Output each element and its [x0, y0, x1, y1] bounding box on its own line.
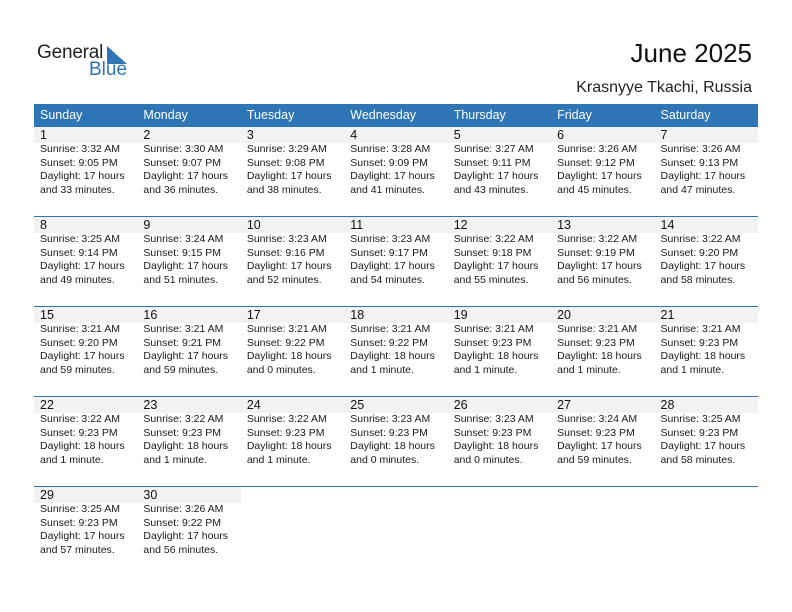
day-cell [448, 307, 551, 397]
day-cell [137, 127, 240, 217]
day-number: 20 [557, 308, 572, 322]
daylight-minutes-text: and 55 minutes. [453, 273, 529, 286]
sunset-text: Sunset: 9:23 PM [660, 426, 739, 439]
sunset-text: Sunset: 9:21 PM [143, 336, 222, 349]
sunrise-text: Sunrise: 3:22 AM [40, 413, 120, 425]
daylight-minutes-text: and 56 minutes. [143, 543, 219, 556]
sunrise-text: Sunrise: 3:26 AM [557, 143, 638, 155]
daylight-minutes-text: and 54 minutes. [350, 273, 425, 286]
daylight-text: Daylight: 18 hours [453, 350, 539, 362]
daylight-minutes-text: and 57 minutes. [40, 543, 115, 556]
day-number: 9 [143, 218, 151, 232]
sunset-text: Sunset: 9:19 PM [557, 246, 635, 259]
day-number: 25 [350, 398, 365, 412]
daylight-text: Daylight: 17 hours [143, 170, 229, 182]
daylight-minutes-text: and 38 minutes. [246, 183, 322, 196]
day-cell [137, 487, 240, 577]
sunset-text: Sunset: 9:23 PM [40, 426, 118, 439]
empty-day-cell [344, 487, 447, 577]
sunrise-text: Sunrise: 3:22 AM [557, 233, 638, 245]
daylight-minutes-text: and 1 minute. [350, 363, 414, 376]
sunset-text: Sunset: 9:22 PM [246, 336, 325, 349]
sunset-text: Sunset: 9:22 PM [350, 336, 428, 349]
daylight-minutes-text: and 1 minute. [246, 453, 311, 466]
day-number: 14 [660, 218, 675, 232]
sunset-text: Sunset: 9:07 PM [143, 156, 222, 169]
day-number: 27 [557, 398, 572, 412]
day-cell [34, 397, 137, 487]
daylight-text: Daylight: 17 hours [453, 260, 539, 272]
sunrise-text: Sunrise: 3:21 AM [350, 323, 431, 335]
day-number: 19 [453, 308, 468, 322]
empty-day-cell [551, 487, 654, 577]
sunset-text: Sunset: 9:23 PM [453, 336, 532, 349]
daylight-minutes-text: and 1 minute. [143, 453, 208, 466]
day-number: 15 [40, 308, 54, 322]
logo-general-text: General [37, 42, 104, 63]
daylight-text: Daylight: 17 hours [246, 260, 332, 272]
day-cell [137, 397, 240, 487]
weekday-saturday: Saturday [660, 108, 711, 122]
day-cell [34, 217, 137, 307]
day-number: 16 [143, 308, 158, 322]
sunrise-text: Sunrise: 3:30 AM [143, 143, 224, 155]
day-cell [655, 217, 758, 307]
day-cell [241, 217, 344, 307]
daylight-minutes-text: and 1 minute. [660, 363, 725, 376]
daylight-minutes-text: and 1 minute. [40, 453, 104, 466]
daylight-text: Daylight: 17 hours [557, 440, 642, 452]
day-cell [34, 487, 137, 577]
day-cell [241, 127, 344, 217]
day-number: 23 [143, 398, 158, 412]
sunset-text: Sunset: 9:13 PM [660, 156, 739, 169]
sunrise-text: Sunrise: 3:27 AM [453, 143, 534, 155]
weekday-friday: Friday [557, 108, 592, 122]
daylight-minutes-text: and 58 minutes. [660, 273, 736, 286]
daylight-text: Daylight: 17 hours [143, 530, 229, 542]
sunset-text: Sunset: 9:17 PM [350, 246, 428, 259]
daylight-text: Daylight: 18 hours [350, 350, 435, 362]
day-cell [344, 217, 447, 307]
daylight-text: Daylight: 18 hours [350, 440, 435, 452]
day-number-bar [655, 487, 758, 503]
sunrise-text: Sunrise: 3:29 AM [246, 143, 327, 155]
sunset-text: Sunset: 9:23 PM [453, 426, 532, 439]
daylight-minutes-text: and 43 minutes. [453, 183, 529, 196]
day-number: 13 [557, 218, 572, 232]
week-row [34, 486, 758, 577]
day-number: 5 [453, 128, 461, 142]
weekday-monday: Monday [143, 108, 188, 122]
sunset-text: Sunset: 9:05 PM [40, 156, 118, 169]
week-row [34, 396, 758, 487]
day-number: 24 [246, 398, 261, 412]
daylight-text: Daylight: 17 hours [40, 260, 125, 272]
day-number: 8 [40, 218, 47, 232]
daylight-text: Daylight: 18 hours [557, 350, 642, 362]
day-number: 21 [660, 308, 675, 322]
sunset-text: Sunset: 9:22 PM [143, 516, 222, 529]
day-cell [448, 127, 551, 217]
sunrise-text: Sunrise: 3:23 AM [453, 413, 534, 425]
daylight-text: Daylight: 18 hours [40, 440, 125, 452]
weekday-tuesday: Tuesday [246, 108, 295, 122]
day-number: 10 [246, 218, 261, 232]
day-cell [551, 127, 654, 217]
daylight-text: Daylight: 17 hours [660, 170, 746, 182]
sunrise-text: Sunrise: 3:23 AM [246, 233, 327, 245]
day-cell [344, 127, 447, 217]
day-number: 30 [143, 488, 158, 502]
page-title: June 2025 [630, 38, 752, 68]
daylight-text: Daylight: 17 hours [143, 350, 229, 362]
daylight-text: Daylight: 18 hours [660, 350, 746, 362]
daylight-minutes-text: and 59 minutes. [40, 363, 115, 376]
daylight-text: Daylight: 17 hours [660, 440, 746, 452]
daylight-minutes-text: and 45 minutes. [557, 183, 632, 196]
daylight-text: Daylight: 17 hours [350, 260, 435, 272]
day-cell [34, 307, 137, 397]
daylight-text: Daylight: 18 hours [143, 440, 229, 452]
sunrise-text: Sunrise: 3:32 AM [40, 143, 120, 155]
day-cell [655, 127, 758, 217]
daylight-text: Daylight: 18 hours [246, 440, 332, 452]
sunrise-text: Sunrise: 3:24 AM [143, 233, 224, 245]
daylight-text: Daylight: 17 hours [40, 350, 125, 362]
day-number: 12 [453, 218, 468, 232]
day-cell [241, 397, 344, 487]
daylight-text: Daylight: 17 hours [557, 260, 642, 272]
sunset-text: Sunset: 9:14 PM [40, 246, 118, 259]
daylight-minutes-text: and 36 minutes. [143, 183, 219, 196]
day-number: 11 [350, 218, 364, 232]
daylight-text: Daylight: 18 hours [453, 440, 539, 452]
sunrise-text: Sunrise: 3:21 AM [246, 323, 327, 335]
daylight-minutes-text: and 41 minutes. [350, 183, 425, 196]
sunset-text: Sunset: 9:09 PM [350, 156, 428, 169]
day-number-bar [344, 487, 447, 503]
sunrise-text: Sunrise: 3:21 AM [453, 323, 534, 335]
day-number: 18 [350, 308, 365, 322]
day-number-bar [241, 487, 344, 503]
daylight-minutes-text: and 0 minutes. [453, 453, 523, 466]
day-number: 3 [246, 128, 254, 142]
sunrise-text: Sunrise: 3:26 AM [660, 143, 741, 155]
day-number: 7 [660, 128, 668, 142]
sunrise-text: Sunrise: 3:24 AM [557, 413, 638, 425]
sunset-text: Sunset: 9:23 PM [350, 426, 428, 439]
daylight-minutes-text: and 51 minutes. [143, 273, 219, 286]
sunset-text: Sunset: 9:23 PM [246, 426, 325, 439]
day-cell [137, 217, 240, 307]
sunrise-text: Sunrise: 3:26 AM [143, 503, 224, 515]
sunset-text: Sunset: 9:12 PM [557, 156, 635, 169]
day-cell [655, 307, 758, 397]
sunrise-text: Sunrise: 3:22 AM [246, 413, 327, 425]
sunset-text: Sunset: 9:15 PM [143, 246, 222, 259]
day-cell [448, 397, 551, 487]
day-number: 4 [350, 128, 358, 142]
day-cell [655, 397, 758, 487]
sunrise-text: Sunrise: 3:21 AM [143, 323, 224, 335]
weekday-thursday: Thursday [453, 108, 506, 122]
day-number: 29 [40, 488, 54, 502]
daylight-minutes-text: and 52 minutes. [246, 273, 322, 286]
day-cell [344, 397, 447, 487]
logo [37, 42, 137, 82]
location-subtitle: Krasnyye Tkachi, Russia [576, 79, 752, 96]
daylight-minutes-text: and 56 minutes. [557, 273, 632, 286]
daylight-minutes-text: and 0 minutes. [350, 453, 420, 466]
sunset-text: Sunset: 9:20 PM [660, 246, 739, 259]
sunrise-text: Sunrise: 3:25 AM [40, 503, 120, 515]
day-number: 6 [557, 128, 565, 142]
daylight-text: Daylight: 17 hours [453, 170, 539, 182]
daylight-text: Daylight: 17 hours [143, 260, 229, 272]
daylight-text: Daylight: 17 hours [660, 260, 746, 272]
daylight-minutes-text: and 58 minutes. [660, 453, 736, 466]
daylight-text: Daylight: 17 hours [40, 170, 125, 182]
daylight-minutes-text: and 1 minute. [557, 363, 621, 376]
daylight-text: Daylight: 18 hours [246, 350, 332, 362]
sunrise-text: Sunrise: 3:21 AM [40, 323, 120, 335]
sunset-text: Sunset: 9:18 PM [453, 246, 532, 259]
daylight-text: Daylight: 17 hours [40, 530, 125, 542]
daylight-text: Daylight: 17 hours [246, 170, 332, 182]
daylight-text: Daylight: 17 hours [557, 170, 642, 182]
logo-blue-text: Blue [89, 59, 128, 80]
weekday-header [34, 104, 758, 126]
sunrise-text: Sunrise: 3:23 AM [350, 413, 431, 425]
sunrise-text: Sunrise: 3:22 AM [660, 233, 741, 245]
day-cell [137, 307, 240, 397]
sunset-text: Sunset: 9:23 PM [557, 336, 635, 349]
day-number: 1 [40, 128, 47, 142]
daylight-minutes-text: and 1 minute. [453, 363, 518, 376]
sunset-text: Sunset: 9:23 PM [660, 336, 739, 349]
sunrise-text: Sunrise: 3:28 AM [350, 143, 431, 155]
sunrise-text: Sunrise: 3:23 AM [350, 233, 431, 245]
day-cell [344, 307, 447, 397]
daylight-text: Daylight: 17 hours [350, 170, 435, 182]
day-cell [448, 217, 551, 307]
sunset-text: Sunset: 9:23 PM [143, 426, 222, 439]
sunset-text: Sunset: 9:08 PM [246, 156, 325, 169]
day-cell [551, 307, 654, 397]
day-cell [551, 217, 654, 307]
daylight-minutes-text: and 49 minutes. [40, 273, 115, 286]
sunset-text: Sunset: 9:16 PM [246, 246, 325, 259]
daylight-minutes-text: and 33 minutes. [40, 183, 115, 196]
empty-day-cell [241, 487, 344, 577]
sunrise-text: Sunrise: 3:25 AM [40, 233, 120, 245]
day-cell [551, 397, 654, 487]
daylight-minutes-text: and 0 minutes. [246, 363, 316, 376]
sunrise-text: Sunrise: 3:21 AM [557, 323, 638, 335]
sunrise-text: Sunrise: 3:22 AM [453, 233, 534, 245]
sunrise-text: Sunrise: 3:21 AM [660, 323, 741, 335]
empty-day-cell [448, 487, 551, 577]
daylight-minutes-text: and 47 minutes. [660, 183, 736, 196]
empty-day-cell [655, 487, 758, 577]
week-row [34, 126, 758, 217]
day-number-bar [551, 487, 654, 503]
sunset-text: Sunset: 9:20 PM [40, 336, 118, 349]
day-number: 28 [660, 398, 675, 412]
daylight-minutes-text: and 59 minutes. [557, 453, 632, 466]
sunset-text: Sunset: 9:23 PM [557, 426, 635, 439]
sunrise-text: Sunrise: 3:25 AM [660, 413, 741, 425]
week-row [34, 216, 758, 307]
day-cell [241, 307, 344, 397]
sunset-text: Sunset: 9:11 PM [453, 156, 531, 169]
sunset-text: Sunset: 9:23 PM [40, 516, 118, 529]
weekday-sunday: Sunday [40, 108, 83, 122]
day-number: 2 [143, 128, 151, 142]
day-number: 26 [453, 398, 468, 412]
daylight-minutes-text: and 59 minutes. [143, 363, 219, 376]
weekday-wednesday: Wednesday [350, 108, 417, 122]
day-number: 17 [246, 308, 261, 322]
sunrise-text: Sunrise: 3:22 AM [143, 413, 224, 425]
day-number-bar [448, 487, 551, 503]
day-cell [34, 127, 137, 217]
day-number: 22 [40, 398, 54, 412]
week-row [34, 306, 758, 397]
